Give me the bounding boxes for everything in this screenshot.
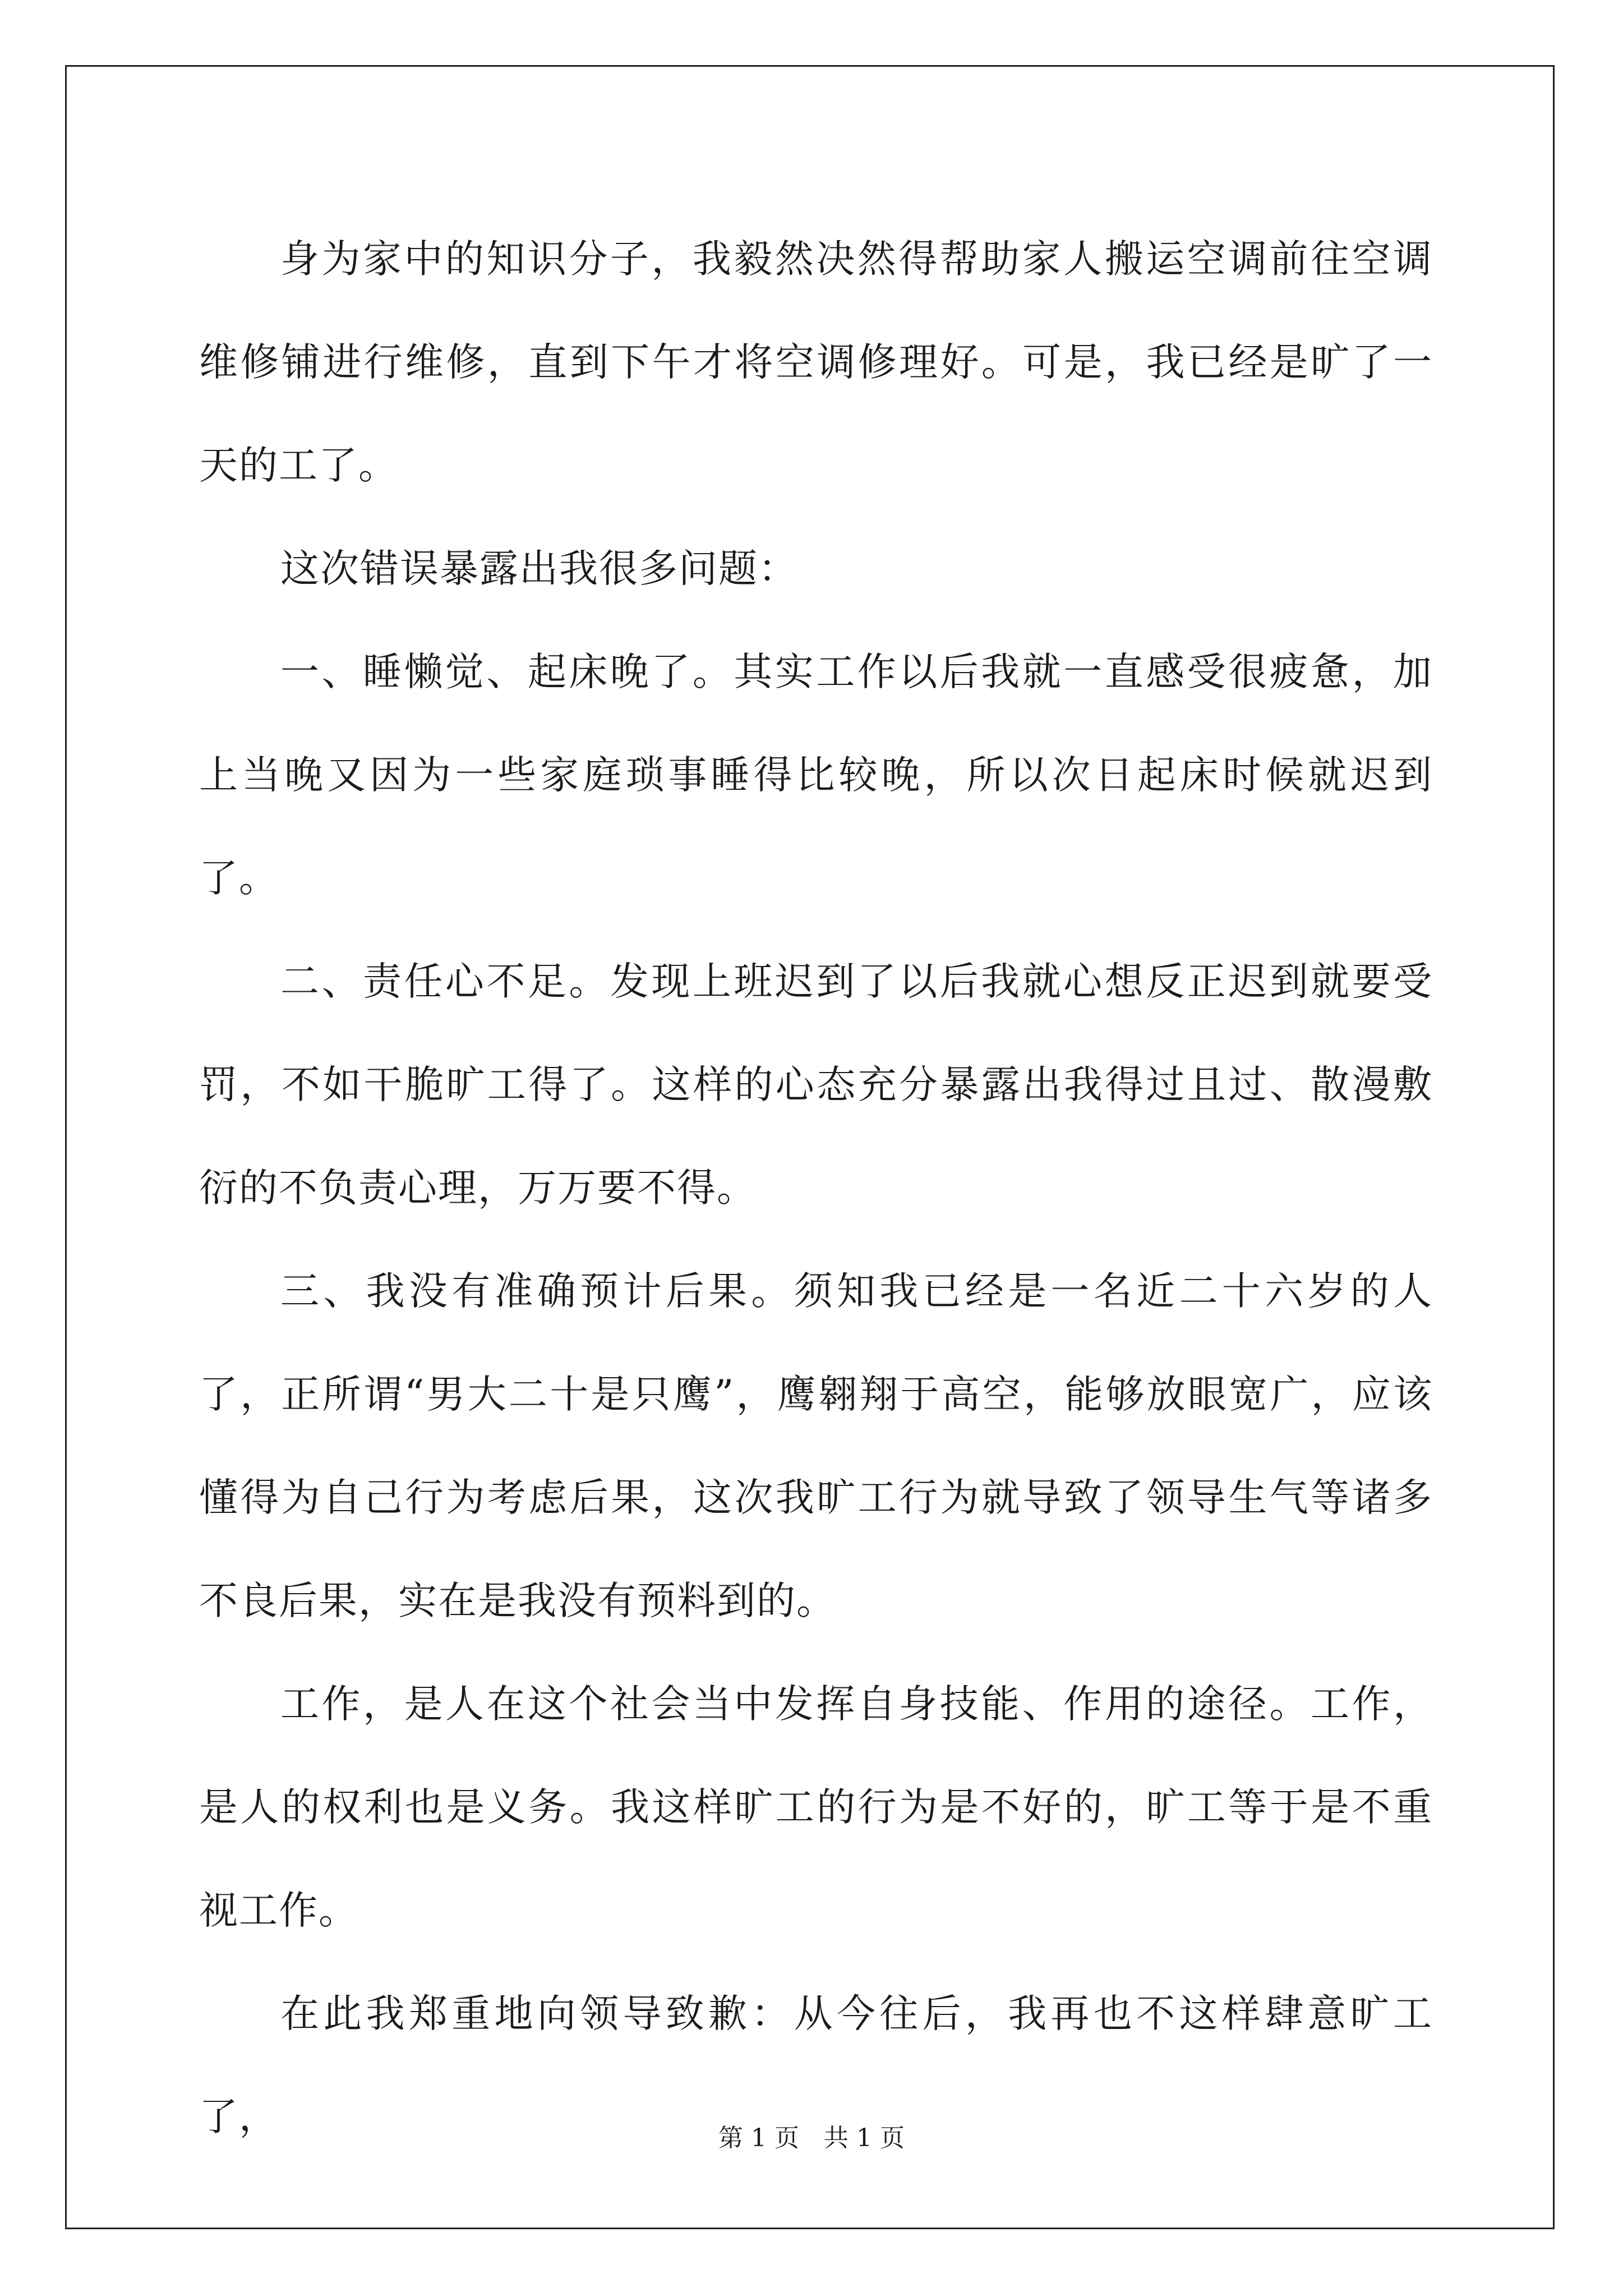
paragraph-7: 在此我郑重地向领导致歉：从今往后，我再也不这样肆意旷工了，: [199, 1991, 1433, 2139]
paragraph-2: 这次错误暴露出我很多问题：: [280, 546, 798, 591]
document-body: [199, 208, 1433, 2169]
paragraph-3: 一、睡懒觉、起床晚了。其实工作以后我就一直感受很疲惫，加上当晚又因为一些家庭琐事睡得比较晚，所以次日起床时候就迟到了。: [199, 650, 1433, 901]
paragraph-6: 工作，是人在这个社会当中发挥自身技能、作用的途径。工作，是人的权利也是义务。我这样旷工的行为是不好的，旷工等于是不重视工作。: [199, 1682, 1433, 1933]
paragraph-5: 三、我没有准确预计后果。须知我已经是一名近二十六岁的人了，正所谓“男大二十是只鹰”，鹰翱翔于高空，能够放眼宽广，应该懂得为自己行为考虑后果，这次我旷工行为就导致了领导生气等诸多不良后果，实在是我没有预料到的。: [199, 1269, 1433, 1623]
paragraph-1: 身为家中的知识分子，我毅然决然得帮助家人搬运空调前往空调维修铺进行维修，直到下午才将空调修理好。可是，我已经是旷了一天的工了。: [199, 237, 1433, 488]
page-footer: 第 1 页 共 1 页: [718, 2124, 905, 2152]
paragraph-4: 二、责任心不足。发现上班迟到了以后我就心想反正迟到就要受罚，不如干脆旷工得了。这样的心态充分暴露出我得过且过、散漫敷衍的不负责心理，万万要不得。: [199, 959, 1433, 1211]
